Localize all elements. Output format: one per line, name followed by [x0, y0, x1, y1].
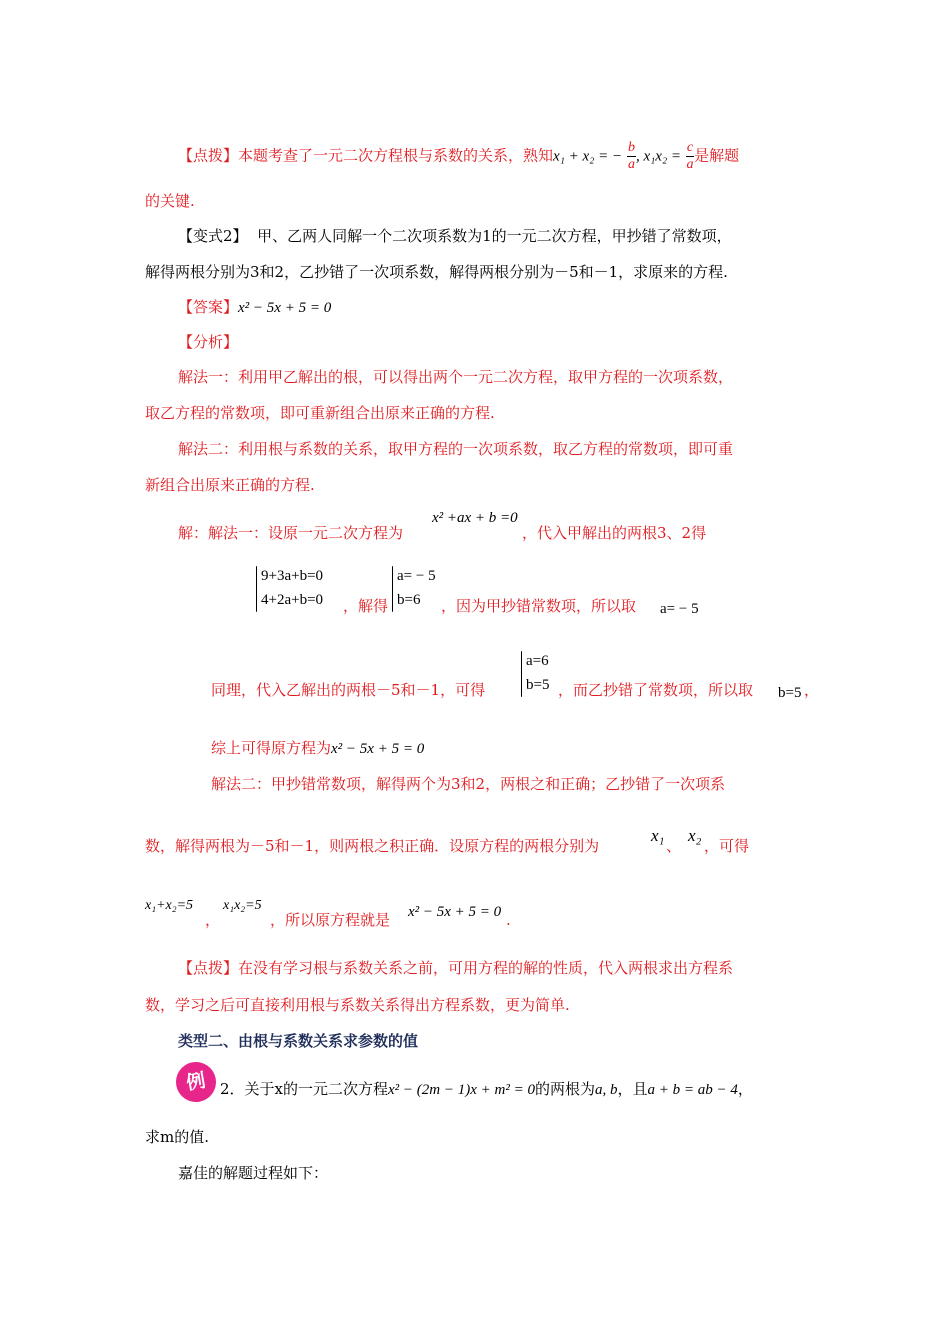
system-brace-1	[256, 566, 257, 612]
system2-eq-a: a= − 5	[397, 568, 436, 584]
analysis-method2-line2: 新组合出原来正确的方程.	[145, 476, 315, 494]
example-badge: 例	[173, 1059, 219, 1105]
analysis-method1-line1: 解法一：利用甲乙解出的根，可以得出两个一元二次方程，取甲方程的一次项系数，	[178, 368, 734, 386]
equation-system-2	[397, 564, 436, 612]
equation-system-3	[526, 649, 549, 697]
solution-setup: 解：解法一：设原一元二次方程为	[178, 524, 404, 542]
equation-system-1	[261, 564, 323, 612]
system-brace-3	[521, 651, 522, 697]
vieta-product-formula: , x₁x₂ =	[635, 148, 682, 165]
solution-line-4	[211, 738, 424, 759]
root-x2: x₂	[688, 826, 702, 845]
example-line-1	[220, 1079, 753, 1100]
tip-text: 本题考查了一元二次方程根与系数的关系，熟知	[238, 146, 554, 165]
method2-line-1: 解法二：甲抄错常数项，解得两个为3和2，两根之和正确；乙抄错了一次项系	[211, 775, 726, 793]
system1-eq-a: 9+3a+b=0	[261, 568, 324, 584]
b-value: b=5	[778, 685, 802, 701]
general-equation: x² +ax + b =0	[432, 510, 518, 526]
example-intro: 2．关于x的一元二次方程	[220, 1080, 389, 1098]
tip2-text: 在没有学习根与系数关系之前，可用方程的解的性质，代入两根求出方程系	[238, 959, 734, 977]
fraction-b-over-a: $\frac{b}{a}$	[627, 140, 635, 172]
solution-line-3: 同理，代入乙解出的两根－5和－1，可得	[211, 681, 486, 699]
answer-tag: 【答案】	[178, 298, 239, 316]
answer-line	[178, 297, 331, 318]
system3-eq-b: b=5	[526, 677, 550, 693]
section-title: 类型二、由根与系数关系求参数的值	[178, 1032, 419, 1050]
tip2-tag: 【点拨】	[178, 959, 239, 977]
example-equation: x² − (2m − 1)x + m² = 0	[388, 1082, 535, 1098]
conclusion-equation: x² − 5x + 5 = 0	[331, 741, 425, 757]
a-value: a= − 5	[660, 601, 699, 617]
vieta-sum-formula: x₁ + x₂ = −	[553, 148, 623, 165]
tip-tail: 是解题	[694, 146, 740, 165]
solution-line-2-mid: ，因为甲抄错常数项，所以取	[441, 597, 637, 615]
example-comma: ，	[737, 1080, 753, 1098]
final-equation: x² − 5x + 5 = 0	[408, 904, 502, 920]
method2-line-2: 数，解得两根为－5和－1，则两根之积正确．设原方程的两根分别为	[145, 837, 600, 855]
system2-eq-b: b=6	[397, 592, 421, 608]
solve-word: ，解得	[343, 597, 389, 615]
method2-tail: ，所以原方程就是	[270, 911, 391, 929]
system3-eq-a: a=6	[526, 653, 549, 669]
example-roots: a, b	[594, 1082, 618, 1098]
method2-line-2-end: ，可得	[704, 837, 750, 855]
example-line-3: 嘉佳的解题过程如下：	[178, 1164, 329, 1182]
example-condition: a + b = ab − 4	[647, 1082, 738, 1098]
system1-eq-b: 4+2a+b=0	[261, 592, 324, 608]
tip-tag: 【点拨】	[178, 146, 239, 165]
tip-line-2: 的关键.	[145, 192, 195, 210]
example-roots-text: 的两根为	[534, 1080, 595, 1098]
answer-equation: x² − 5x + 5 = 0	[238, 300, 332, 316]
variant-line-2: 解得两根分别为3和2，乙抄错了一次项系数，解得两根分别为－5和－1，求原来的方程.	[145, 263, 728, 281]
tip-paragraph-1	[178, 140, 739, 173]
solution-line-1	[178, 523, 403, 543]
analysis-method1-line2: 取乙方程的常数项，即可重新组合出原来正确的方程.	[145, 404, 495, 422]
conclusion-prefix: 综上可得原方程为	[211, 739, 332, 757]
final-period: .	[506, 911, 511, 929]
solution-line-3-end: ，	[804, 681, 820, 699]
variant-line-1	[178, 226, 732, 246]
tip2-line-1	[178, 958, 733, 978]
variant-text: 甲、乙两人同解一个二次项系数为1的一元二次方程，甲抄错了常数项，	[257, 227, 732, 245]
product-of-roots: x₁x₂=5	[223, 898, 262, 913]
variant-tag: 【变式2】	[178, 227, 248, 245]
comma-1: ，	[205, 911, 221, 929]
solution-line-1-suffix: ，代入甲解出的两根3、2得	[522, 524, 707, 542]
root-x1: x₁	[651, 826, 665, 845]
solution-line-3-mid: ，而乙抄错了常数项，所以取	[558, 681, 754, 699]
root-separator: 、	[666, 837, 682, 855]
analysis-tag: 【分析】	[178, 333, 239, 351]
analysis-method2-line1: 解法二：利用根与系数的关系，取甲方程的一次项系数，取乙方程的常数项，即可重	[178, 440, 734, 458]
tip2-line-2: 数，学习之后可直接利用根与系数关系得出方程系数，更为简单.	[145, 996, 570, 1014]
example-and: ，且	[617, 1080, 648, 1098]
example-line-2: 求m的值.	[145, 1128, 209, 1146]
fraction-c-over-a: $\frac{c}{a}$	[686, 140, 694, 172]
sum-of-roots: x₁+x₂=5	[145, 898, 194, 913]
system-brace-2	[392, 566, 393, 612]
